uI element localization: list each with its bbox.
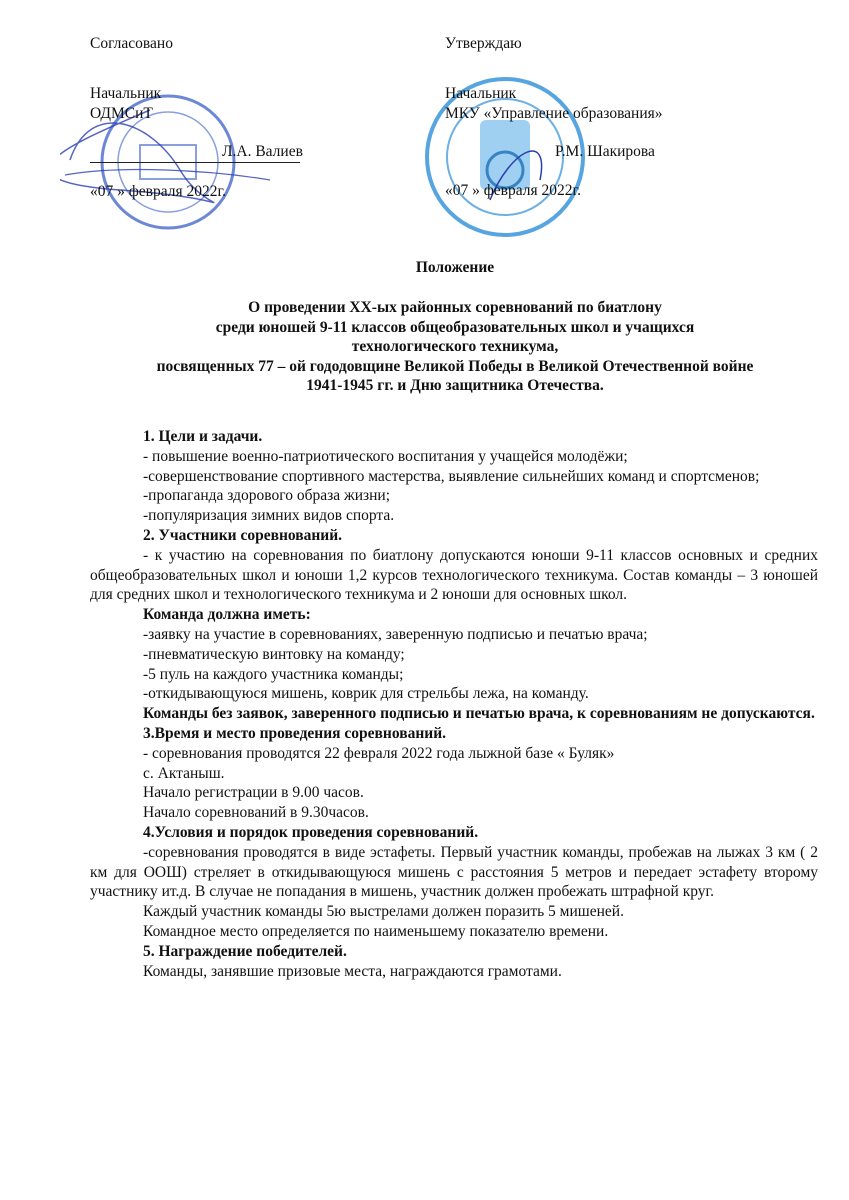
paragraph: -совершенствование спортивного мастерства, выявление сильнейших команд и спортсменов; bbox=[143, 467, 760, 485]
paragraph: - к участию на соревнования по биатлону допускаются юноши 9-11 классов основных и средних общеобразовательных школ и юноши 1,2 курсов технологического техникума. Состав команды – 3 юношей для средних школ и технологического техникума и 2 юноши для основных школ. bbox=[90, 546, 818, 604]
section-heading: 3.Время и место проведения соревнований. bbox=[143, 724, 447, 742]
subtitle-line: технологического техникума, bbox=[351, 338, 559, 355]
approval-left-date: «07 » февраля 2022г. bbox=[90, 183, 226, 200]
document-title: Положение bbox=[415, 259, 495, 276]
paragraph: -откидывающуюся мишень, коврик для стрельбы лежа, на команду. bbox=[143, 685, 589, 703]
approval-left bbox=[90, 34, 303, 202]
paragraph: Начало регистрации в 9.00 часов. bbox=[143, 784, 364, 802]
paragraph: Командное место определяется по наименьшему показателю времени. bbox=[143, 922, 609, 940]
approval-left-org: ОДМСиТ bbox=[90, 105, 153, 122]
paragraph: -соревнования проводятся в виде эстафеты. Первый участник команды, пробежав на лыжах 3 км ( 2 км для ООШ) стреляет в откидывающуюся мишень с расстояния 5 метров и передает эстафету второму участнику ит.д. В случае не попадания в мишень, участник должен пробежать штрафной круг. bbox=[90, 843, 818, 901]
paragraph: -пневматическую винтовку на команду; bbox=[143, 645, 405, 663]
document-body bbox=[90, 427, 818, 981]
approval-left-position: Начальник bbox=[90, 85, 162, 102]
approval-right-name: Р.М. Шакирова bbox=[555, 143, 655, 160]
paragraph: Каждый участник команды 5ю выстрелами должен поразить 5 мишеней. bbox=[143, 903, 624, 921]
approval-right-label: Утверждаю bbox=[445, 35, 522, 52]
subtitle-line: О проведении XX-ых районных соревнований по биатлону bbox=[248, 299, 662, 316]
approval-right-position: Начальник bbox=[445, 85, 517, 102]
section-heading: 2. Участники соревнований. bbox=[143, 526, 343, 544]
paragraph: -5 пуль на каждого участника команды; bbox=[143, 665, 404, 683]
approval-right-date: «07 » февраля 2022г. bbox=[445, 182, 581, 199]
section-heading: 1. Цели и задачи. bbox=[143, 428, 263, 445]
paragraph: -популяризация зимних видов спорта. bbox=[143, 507, 395, 525]
subtitle-line: среди юношей 9-11 классов общеобразовательных школ и учащихся bbox=[215, 318, 695, 336]
paragraph: Команды, занявшие призовые места, награждаются грамотами. bbox=[143, 962, 562, 980]
approval-left-name: Л.А. Валиев bbox=[222, 143, 303, 160]
paragraph: -пропаганда здорового образа жизни; bbox=[143, 487, 391, 505]
section-heading: 5. Награждение победителей. bbox=[143, 942, 347, 960]
paragraph: -заявку на участие в соревнованиях, заверенную подписью и печатью врача; bbox=[143, 625, 648, 643]
section-heading: 4.Условия и порядок проведения соревнований. bbox=[143, 823, 479, 841]
subtitle-line: 1941-1945 гг. и Дню защитника Отечества. bbox=[306, 377, 604, 394]
section-heading: Команды без заявок, заверенного подписью и печатью врача, к соревнованиям не допускаются. bbox=[143, 705, 815, 723]
approval-right bbox=[445, 34, 663, 201]
paragraph: - повышение военно-патриотического воспитания у учащейся молодёжи; bbox=[143, 447, 628, 465]
paragraph: Начало соревнований в 9.30часов. bbox=[143, 804, 369, 822]
approval-right-org: МКУ «Управление образования» bbox=[445, 105, 663, 122]
subtitle-line: посвященных 77 – ой гододовщине Великой Победы в Великой Отечественной войне bbox=[156, 357, 754, 375]
section-heading: Команда должна иметь: bbox=[143, 606, 311, 624]
paragraph: - соревнования проводятся 22 февраля 2022 года лыжной базе « Буляк» bbox=[143, 744, 615, 762]
approval-left-label: Согласовано bbox=[90, 35, 173, 52]
document-subtitle bbox=[60, 298, 849, 396]
paragraph: с. Актаныш. bbox=[143, 764, 225, 782]
